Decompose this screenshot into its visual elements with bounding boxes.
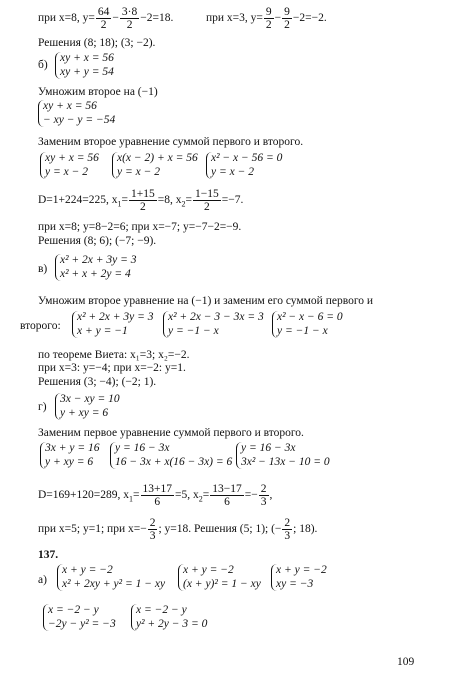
line-top-right xyxy=(206,6,327,31)
label-b: б) xyxy=(38,59,48,71)
replace-note-2: Заменим первое уравнение суммой первого и второго. xyxy=(38,427,304,439)
text: , xyxy=(269,489,273,502)
equation: xy = −3 xyxy=(276,577,314,590)
denominator: 6 xyxy=(224,496,230,509)
solutions-1: Решения (8; 18); (3; −2). xyxy=(38,37,156,49)
calc-1: при x=8; y=8−2=6; при x=−7; y=−7−2=−9. xyxy=(38,221,242,233)
text: =−7. xyxy=(221,194,244,207)
text: ; 18). xyxy=(293,523,318,536)
equation: 3x + y = 16 xyxy=(45,442,100,454)
text: = xyxy=(133,489,140,502)
equation: y² + 2y − 3 = 0 xyxy=(136,617,208,630)
numerator: 1−15 xyxy=(195,188,219,200)
system-g2c xyxy=(236,442,330,469)
equation: y = x − 2 xyxy=(211,165,254,178)
equation: x + y = −1 xyxy=(77,324,128,337)
fraction xyxy=(282,517,292,542)
fraction xyxy=(193,188,221,213)
equation: x + y = −2 xyxy=(183,564,234,576)
vieta-line: по теореме Виета: x₁=3; x₂=−2. xyxy=(38,349,190,361)
equation: x² + x + 2y = 4 xyxy=(60,267,131,280)
equation: xy + y = 54 xyxy=(60,65,114,78)
equation: x = −2 − y xyxy=(136,604,187,616)
numerator: 2 xyxy=(149,517,156,529)
denominator: 2 xyxy=(204,201,210,214)
system-a4 xyxy=(43,604,116,631)
text: − xyxy=(112,12,119,25)
system-g2a xyxy=(40,442,99,469)
equation: x² + 2x + 3y = 3 xyxy=(60,254,137,266)
text: −2=18. xyxy=(140,12,174,25)
subscript: 1 xyxy=(117,199,122,209)
text: = xyxy=(121,194,129,207)
equation: (x + y)² = 1 − xy xyxy=(183,577,261,590)
fraction xyxy=(96,6,112,31)
equation: y = 16 − 3x xyxy=(241,442,296,454)
line-top xyxy=(38,6,173,31)
system-g xyxy=(55,393,120,420)
equation: 3x² − 13x − 10 = 0 xyxy=(241,455,330,468)
equation: − xy − y = −54 xyxy=(43,113,116,126)
equation: xy + x = 56 xyxy=(60,52,114,64)
text: −2=−2. xyxy=(292,12,327,25)
label-v: в) xyxy=(38,263,48,275)
text: =8, x xyxy=(157,194,182,207)
equation: y = −1 − x xyxy=(168,324,219,337)
discriminant-1 xyxy=(38,188,243,213)
equation: x² − x − 56 = 0 xyxy=(211,152,283,164)
system-a1 xyxy=(57,564,165,591)
equation: x = −2 − y xyxy=(48,604,99,616)
fraction xyxy=(259,483,269,508)
numerator: 9 xyxy=(265,6,272,18)
equation: −2y − y² = −3 xyxy=(48,617,116,630)
denominator: 2 xyxy=(284,19,290,32)
subscript: 2 xyxy=(198,494,203,504)
page-number: 109 xyxy=(397,656,415,668)
numerator: 2 xyxy=(260,483,267,495)
numerator: 2 xyxy=(284,517,291,529)
equation: y = x − 2 xyxy=(45,165,88,178)
text: D=169+120=289, x xyxy=(38,489,130,502)
discriminant-2 xyxy=(38,483,272,508)
multiply-note-1: Умножим второе на (−1) xyxy=(38,86,158,98)
denominator: 3 xyxy=(149,530,156,543)
system-b2 xyxy=(38,100,115,127)
equation: y + xy = 6 xyxy=(60,406,109,419)
text: =− xyxy=(244,489,258,502)
equation: y = −1 − x xyxy=(277,324,328,337)
system-v xyxy=(55,254,137,281)
system-a5 xyxy=(131,604,207,631)
equation: x² + 2x + 3y = 3 xyxy=(77,311,154,323)
replace-note-1: Заменим второе уравнение суммой первого и второго. xyxy=(38,136,304,148)
text: ; y=18. Решения (5; 1); (− xyxy=(158,523,282,536)
denominator: 6 xyxy=(154,496,161,509)
denominator: 2 xyxy=(126,19,133,32)
solutions-2: Решения (8; 6); (−7; −9). xyxy=(38,235,157,247)
equation: xy + x = 56 xyxy=(45,152,99,164)
text: =5, x xyxy=(175,489,199,502)
fraction xyxy=(141,483,175,508)
subscript: 1 xyxy=(129,494,134,504)
equation: x² + 2x − 3 − 3x = 3 xyxy=(168,311,264,323)
system-v2a xyxy=(72,311,154,338)
text: при x=3, y= xyxy=(206,12,263,25)
equation: x² + 2xy + y² = 1 − xy xyxy=(62,577,166,590)
fraction xyxy=(120,6,139,31)
system-v2c xyxy=(272,311,343,338)
multiply-note-2: Умножим второе уравнение на (−1) и заменим его суммой первого и xyxy=(38,295,374,307)
equation: 3x − xy = 10 xyxy=(60,393,120,405)
equation: y = x − 2 xyxy=(117,165,160,178)
system-a2 xyxy=(178,564,261,591)
equation: 16 − 3x + x(16 − 3x) = 6 xyxy=(115,455,233,468)
system-b xyxy=(55,52,114,79)
fraction xyxy=(264,6,274,31)
numerator: 1+15 xyxy=(131,188,155,200)
fraction xyxy=(148,517,158,542)
numerator: 64 xyxy=(97,6,110,18)
calc-2: при x=3: y=−4; при x=−2: y=1. xyxy=(38,362,186,374)
fraction xyxy=(129,188,157,213)
denominator: 2 xyxy=(100,19,107,32)
system-g2b xyxy=(110,442,232,469)
text: при x=8, y= xyxy=(38,12,95,25)
equation: x² − x − 6 = 0 xyxy=(277,311,343,323)
second-label: второго: xyxy=(20,320,61,332)
equation: x + y = −2 xyxy=(276,564,327,576)
label-g: г) xyxy=(38,401,47,413)
system-a3 xyxy=(271,564,327,591)
equation: x + y = −2 xyxy=(62,564,113,576)
denominator: 3 xyxy=(284,530,291,543)
denominator: 2 xyxy=(265,19,272,32)
equation: y + xy = 6 xyxy=(45,455,94,468)
equation: xy + x = 56 xyxy=(43,100,97,112)
text: = xyxy=(185,194,193,207)
system-v2b xyxy=(163,311,264,338)
equation: x(x − 2) + x = 56 xyxy=(117,152,198,164)
solutions-3: Решения (3; −4); (−2; 1). xyxy=(38,376,157,388)
denominator: 3 xyxy=(260,496,267,509)
system-b3b xyxy=(112,152,198,179)
denominator: 2 xyxy=(140,201,146,214)
fraction xyxy=(282,6,292,31)
system-b3c xyxy=(206,152,282,179)
subscript: 2 xyxy=(181,199,186,209)
numerator: 9 xyxy=(284,6,290,18)
fraction xyxy=(210,483,244,508)
text: при x=5; y=1; при x=− xyxy=(38,523,147,536)
label-a: а) xyxy=(38,574,47,586)
numerator: 13−17 xyxy=(212,483,242,495)
final-line xyxy=(38,517,317,542)
text: D=1+224=225, x xyxy=(38,194,118,207)
equation: y = 16 − 3x xyxy=(115,442,170,454)
exercise-number: 137. xyxy=(38,549,59,561)
numerator: 13+17 xyxy=(142,483,173,495)
text: − xyxy=(274,12,282,25)
numerator: 3·8 xyxy=(121,6,138,18)
text: = xyxy=(202,489,210,502)
system-b3a xyxy=(40,152,99,179)
